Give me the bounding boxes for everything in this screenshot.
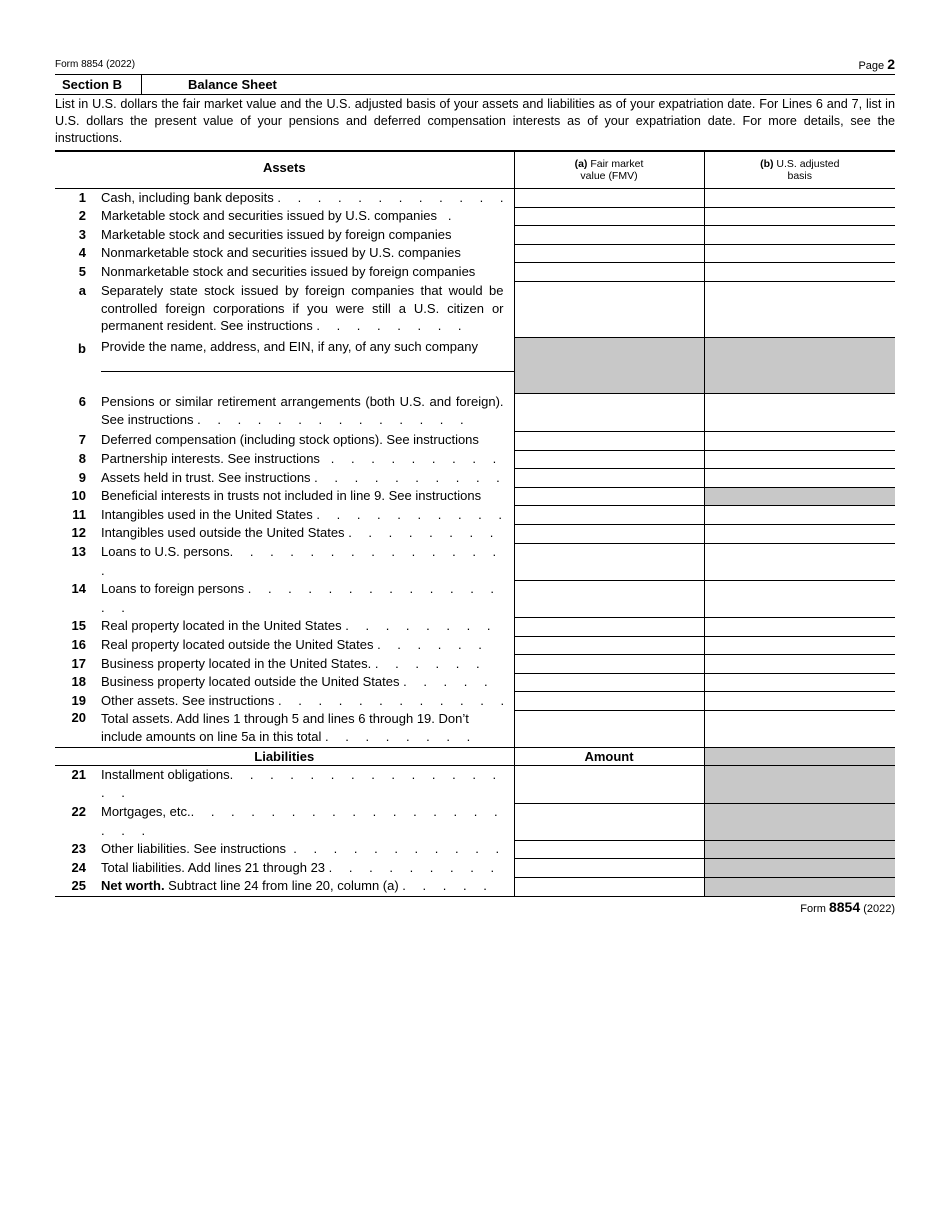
line-6-row: 6 Pensions or similar retirement arrangements (both U.S. and foreign). See instructions . . . . . . . . . . . . . . [55, 393, 895, 431]
line-1-basis-input[interactable] [704, 188, 895, 207]
line-25-amount-input[interactable] [514, 877, 704, 896]
line-label: Marketable stock and securities issued by U.S. companies . [101, 208, 452, 224]
line-1-row: 1 Cash, including bank deposits . . . . . . . . . . . . [55, 188, 895, 207]
line-16-row: 16 Real property located outside the United States . . . . . . [55, 636, 895, 655]
line-19-basis-input[interactable] [704, 692, 895, 711]
line-7-basis-input[interactable] [704, 431, 895, 450]
line-2-basis-input[interactable] [704, 207, 895, 226]
line-5a-row: a Separately state stock issued by foreign companies that would be controlled foreign corporations if you were still a U.S. citizen or permanent resident. See instructions . . . . . . . . [55, 281, 895, 337]
section-tag: Section B [55, 75, 142, 94]
line-label: Total assets. Add lines 1 through 5 and lines 6 through 19. Don’t include amounts on line 5a in this total . . . . . . . . [101, 711, 477, 744]
line-7-row: 7 Deferred compensation (including stock options). See instructions [55, 431, 895, 450]
page-number: Page 2 [858, 56, 895, 72]
column-b-header: (b) U.S. adjusted basis [704, 152, 895, 188]
line-2-row: 2 Marketable stock and securities issued by U.S. companies . [55, 207, 895, 226]
line-5b-row: b Provide the name, address, and EIN, if any, of any such company [55, 337, 895, 393]
line-19-fmv-input[interactable] [514, 692, 704, 711]
line-label: Total liabilities. Add lines 21 through 23 . . . . . . . . . [101, 859, 501, 875]
line-3-fmv-input[interactable] [514, 226, 704, 245]
line-label: Provide the name, address, and EIN, if any, of any such company [93, 337, 514, 393]
line-label: Installment obligations. . . . . . . . . . . . . . . . [101, 766, 503, 801]
liabilities-header-row [55, 747, 895, 765]
line-label: Marketable stock and securities issued by foreign companies [101, 226, 452, 242]
line-5a-fmv-input[interactable] [514, 281, 704, 337]
line-12-row: 12 Intangibles used outside the United States . . . . . . . . [55, 524, 895, 543]
line-3-row: 3 Marketable stock and securities issued by foreign companies [55, 226, 895, 245]
line-13-row: 13 Loans to U.S. persons. . . . . . . . . . . . . . . [55, 543, 895, 580]
line-4-basis-input[interactable] [704, 244, 895, 263]
line-17-row: 17 Business property located in the United States. . . . . . . [55, 655, 895, 674]
shaded-cell [704, 859, 895, 878]
line-7-fmv-input[interactable] [514, 431, 704, 450]
line-4-row: 4 Nonmarketable stock and securities issued by U.S. companies [55, 244, 895, 263]
shaded-cell [704, 877, 895, 896]
line-18-basis-input[interactable] [704, 673, 895, 692]
line-6-fmv-input[interactable] [514, 393, 704, 431]
line-2-fmv-input[interactable] [514, 207, 704, 226]
line-21-amount-input[interactable] [514, 765, 704, 803]
line-1-fmv-input[interactable] [514, 188, 704, 207]
line-23-amount-input[interactable] [514, 840, 704, 859]
line-22-amount-input[interactable] [514, 803, 704, 840]
form-page [55, 54, 895, 915]
line-15-row: 15 Real property located in the United States . . . . . . . . [55, 617, 895, 636]
line-3-basis-input[interactable] [704, 226, 895, 245]
line-6-basis-input[interactable] [704, 393, 895, 431]
assets-heading: Assets [55, 152, 514, 188]
line-label: Nonmarketable stock and securities issued by foreign companies [101, 263, 476, 279]
line-12-basis-input[interactable] [704, 524, 895, 543]
shaded-cell [704, 803, 895, 840]
line-label: Business property located outside the United States . . . . . [101, 674, 495, 690]
line-label: Real property located outside the United States . . . . . . [101, 637, 489, 652]
line-17-fmv-input[interactable] [514, 655, 704, 674]
line-label: Separately state stock issued by foreign companies that would be controlled foreign corporations if you were still a U.S. citizen or permanent resident. See instructions . . . . . . . . [101, 283, 504, 334]
line-20-row: 20 Total assets. Add lines 1 through 5 and lines 6 through 19. Don’t include amounts on line 5a in this total . . . . . . . . [55, 710, 895, 747]
line-17-basis-input[interactable] [704, 655, 895, 674]
line-23-row: 23 Other liabilities. See instructions . . . . . . . . . . . [55, 840, 895, 859]
line-8-fmv-input[interactable] [514, 450, 704, 469]
line-5a-basis-input[interactable] [704, 281, 895, 337]
line-24-amount-input[interactable] [514, 859, 704, 878]
line-label: Assets held in trust. See instructions . . . . . . . . . . [101, 469, 507, 485]
line-19-row: 19 Other assets. See instructions . . . . . . . . . . . . [55, 692, 895, 711]
line-11-fmv-input[interactable] [514, 506, 704, 525]
line-25-row: 25 Net worth. Subtract line 24 from line 20, column (a) . . . . . [55, 877, 895, 896]
line-20-basis-input[interactable] [704, 710, 895, 747]
line-label: Real property located in the United States . . . . . . . . [101, 618, 497, 634]
company-info-line-2[interactable] [101, 372, 514, 390]
column-a-header: (a) Fair market value (FMV) [514, 152, 704, 188]
line-9-basis-input[interactable] [704, 469, 895, 488]
shaded-cell [514, 337, 704, 393]
company-info-line-1[interactable] [101, 357, 514, 372]
line-label: Partnership interests. See instructions . . . . . . . . . [101, 451, 503, 467]
shaded-cell [704, 840, 895, 859]
balance-sheet-table [55, 152, 895, 897]
line-4-fmv-input[interactable] [514, 244, 704, 263]
line-9-row: 9 Assets held in trust. See instructions . . . . . . . . . . [55, 469, 895, 488]
line-10-fmv-input[interactable] [514, 487, 704, 506]
line-label: Loans to U.S. persons. . . . . . . . . . . . . . . [101, 544, 503, 578]
line-10-row: 10 Beneficial interests in trusts not included in line 9. See instructions [55, 487, 895, 506]
shaded-cell [704, 765, 895, 803]
line-label: Intangibles used in the United States . . . . . . . . . . [101, 506, 509, 522]
line-label: Net worth. Subtract line 24 from line 20, column (a) . . . . . [93, 877, 514, 896]
line-22-row: 22 Mortgages, etc.. . . . . . . . . . . . . . . . . . . [55, 803, 895, 840]
line-18-row: 18 Business property located outside the United States . . . . . [55, 673, 895, 692]
line-5-basis-input[interactable] [704, 263, 895, 282]
line-13-basis-input[interactable] [704, 543, 895, 580]
line-21-row: 21 Installment obligations. . . . . . . . . . . . . . . . [55, 765, 895, 803]
line-label: Beneficial interests in trusts not included in line 9. See instructions [101, 488, 482, 504]
section-instructions: List in U.S. dollars the fair market value and the U.S. adjusted basis of your assets and liabilities as of your expatriation date. For Lines 6 and 7, list in U.S. dollars the present value of your pensions and deferred compensation interests as of your expatriation date. For more details, see the instructions. [55, 95, 895, 152]
line-label: Mortgages, etc.. . . . . . . . . . . . . . . . . . . [101, 804, 505, 838]
line-label: Other assets. See instructions . . . . . . . . . . . . [101, 692, 511, 708]
line-label: Intangibles used outside the United States . . . . . . . . [101, 525, 500, 541]
line-11-basis-input[interactable] [704, 506, 895, 525]
line-label: Nonmarketable stock and securities issued by U.S. companies [101, 245, 461, 261]
section-bar [55, 74, 895, 95]
line-14-basis-input[interactable] [704, 580, 895, 617]
line-16-basis-input[interactable] [704, 636, 895, 655]
line-24-row: 24 Total liabilities. Add lines 21 through 23 . . . . . . . . . [55, 859, 895, 878]
shaded-cell [704, 747, 895, 765]
amount-heading: Amount [514, 747, 704, 765]
line-label: Business property located in the United States. . . . . . . [101, 655, 487, 671]
line-16-fmv-input[interactable] [514, 636, 704, 655]
line-5-fmv-input[interactable] [514, 263, 704, 282]
page-footer: Form 8854 (2022) [800, 899, 895, 916]
line-18-fmv-input[interactable] [514, 673, 704, 692]
shaded-cell [704, 337, 895, 393]
line-label: Deferred compensation (including stock options). See instructions [101, 432, 479, 448]
line-13-fmv-input[interactable] [514, 543, 704, 580]
line-9-fmv-input[interactable] [514, 469, 704, 488]
form-id: Form 8854 (2022) [55, 59, 136, 70]
line-5-row: 5 Nonmarketable stock and securities issued by foreign companies [55, 263, 895, 282]
page-header [55, 54, 895, 74]
line-15-basis-input[interactable] [704, 617, 895, 636]
line-8-basis-input[interactable] [704, 450, 895, 469]
line-14-row: 14 Loans to foreign persons . . . . . . . . . . . . . . . [55, 580, 895, 617]
section-title: Balance Sheet [188, 77, 277, 92]
line-label: Loans to foreign persons . . . . . . . . . . . . . . . [101, 581, 501, 615]
line-8-row: 8 Partnership interests. See instructions . . . . . . . . . [55, 450, 895, 469]
liabilities-heading: Liabilities [55, 747, 514, 765]
line-15-fmv-input[interactable] [514, 617, 704, 636]
line-label: Other liabilities. See instructions . . . . . . . . . . . [101, 841, 506, 857]
line-11-row: 11 Intangibles used in the United States . . . . . . . . . . [55, 506, 895, 525]
line-14-fmv-input[interactable] [514, 580, 704, 617]
line-label: Pensions or similar retirement arrangements (both U.S. and foreign). See instructions . . . . . . . . . . . . . . [101, 394, 504, 427]
line-label: Cash, including bank deposits . . . . . . . . . . . . [101, 189, 510, 205]
line-12-fmv-input[interactable] [514, 524, 704, 543]
line-20-fmv-input[interactable] [514, 710, 704, 747]
shaded-cell [704, 487, 895, 506]
